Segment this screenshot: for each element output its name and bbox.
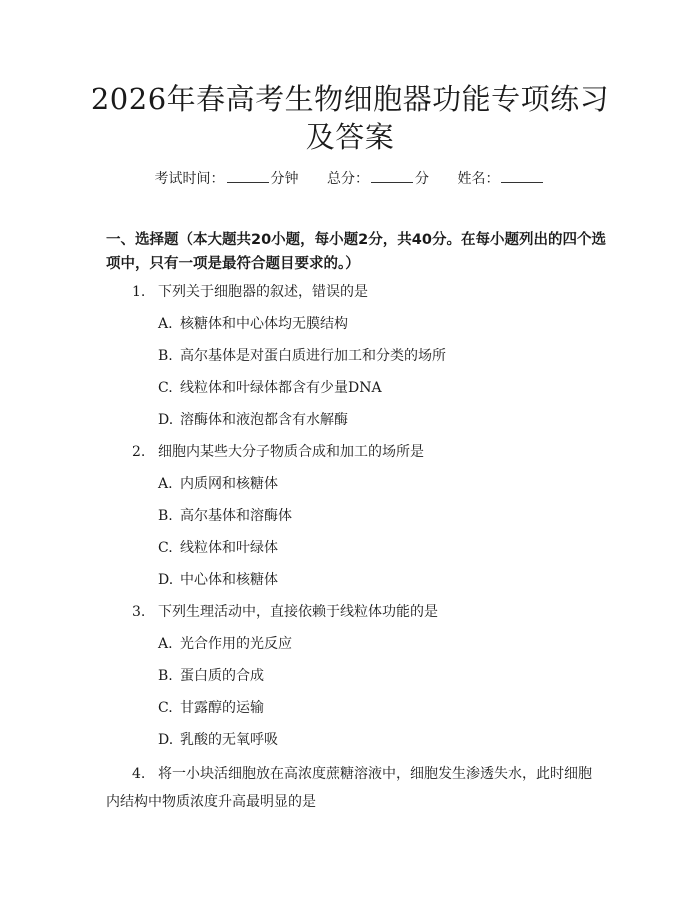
question-2-option-c[interactable] [158,538,278,558]
exam-time-label: 考试时间： [154,171,225,187]
option-letter: B. [158,348,173,364]
question-2-stem [132,442,424,462]
exam-time-unit: 分钟 [270,171,299,187]
student-name-label: 姓名： [457,171,500,187]
question-number: 4. [132,766,146,782]
option-letter: A. [158,476,173,492]
option-letter: D. [158,572,174,588]
option-letter: C. [158,380,173,396]
question-number: 1. [132,284,146,300]
question-3-option-d[interactable] [158,730,278,750]
exam-time-field [155,168,299,189]
option-letter: C. [158,540,173,556]
option-letter: C. [158,700,173,716]
question-number: 3. [132,604,146,620]
header-fields [0,168,700,189]
question-1-stem [132,282,368,302]
option-text: 光合作用的光反应 [180,636,292,652]
question-text: 将一小块活细胞放在高浓度蔗糖溶液中，细胞发生渗透失水，此时细胞内结构中物质浓度升高最明显的是 [106,766,592,810]
question-2-option-d[interactable] [158,570,278,590]
student-name-field [457,168,545,189]
student-name-blank[interactable] [501,168,543,183]
question-3-option-a[interactable] [158,634,292,654]
question-3-option-b[interactable] [158,666,264,686]
option-text: 线粒体和叶绿体都含有少量DNA [180,380,382,396]
question-3-option-c[interactable] [158,698,264,718]
option-text: 内质网和核糖体 [180,476,278,492]
option-letter: B. [158,508,173,524]
document-title: 2026年春高考生物细胞器功能专项练习及答案 [90,82,610,154]
option-text: 中心体和核糖体 [180,572,278,588]
question-1-option-c[interactable] [158,378,382,398]
option-letter: B. [158,668,173,684]
option-text: 乳酸的无氧呼吸 [180,732,278,748]
option-letter: D. [158,412,174,428]
question-text: 细胞内某些大分子物质合成和加工的场所是 [158,444,424,460]
option-text: 高尔基体是对蛋白质进行加工和分类的场所 [180,348,446,364]
option-text: 蛋白质的合成 [180,668,264,684]
total-score-blank[interactable] [371,168,413,183]
option-text: 核糖体和中心体均无膜结构 [180,316,348,332]
option-text: 线粒体和叶绿体 [180,540,278,556]
option-letter: A. [158,636,173,652]
option-text: 甘露醇的运输 [180,700,264,716]
question-4-stem [106,760,600,816]
question-1-option-b[interactable] [158,346,446,366]
option-letter: D. [158,732,174,748]
question-3-stem [132,602,438,622]
option-letter: A. [158,316,173,332]
total-score-field [327,168,429,189]
question-2-option-a[interactable] [158,474,278,494]
total-score-unit: 分 [415,171,429,187]
question-2-option-b[interactable] [158,506,292,526]
exam-time-blank[interactable] [227,168,269,183]
total-score-label: 总分： [327,171,369,187]
section-heading: 一、选择题（本大题共20小题，每小题2分，共40分。在每小题列出的四个选项中，只有一项是最符合题目要求的。） [106,232,606,272]
question-text: 下列关于细胞器的叙述，错误的是 [158,284,368,300]
question-1-option-a[interactable] [158,314,348,334]
option-text: 溶酶体和液泡都含有水解酶 [180,412,348,428]
question-number: 2. [132,444,146,460]
option-text: 高尔基体和溶酶体 [180,508,292,524]
question-text: 下列生理活动中，直接依赖于线粒体功能的是 [158,604,438,620]
question-1-option-d[interactable] [158,410,348,430]
